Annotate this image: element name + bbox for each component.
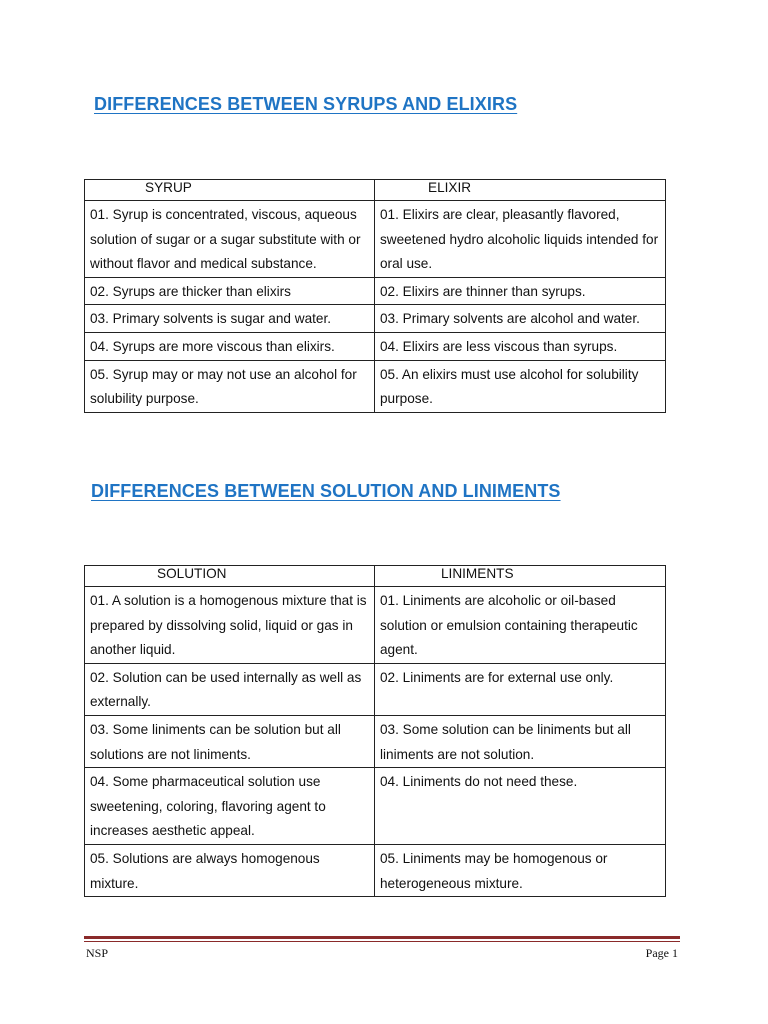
footer-divider — [84, 936, 680, 939]
table-cell: 03. Some liniments can be solution but all solutions are not liniments. — [85, 715, 375, 767]
table-cell: 02. Syrups are thicker than elixirs — [85, 277, 375, 305]
table-cell: 05. Solutions are always homogenous mixture. — [85, 844, 375, 896]
table-cell: 02. Solution can be used internally as well as externally. — [85, 663, 375, 715]
table-cell: 01. Syrup is concentrated, viscous, aqueous solution of sugar or a sugar substitute with or without flavor and medical substance. — [85, 201, 375, 278]
table-cell: 01. A solution is a homogenous mixture that is prepared by dissolving solid, liquid or gas in another liquid. — [85, 587, 375, 664]
table-row — [85, 305, 666, 333]
table-row — [85, 768, 666, 845]
table-cell: 03. Some solution can be liniments but all liniments are not solution. — [375, 715, 666, 767]
table-row — [85, 715, 666, 767]
footer-divider-thin — [84, 941, 680, 942]
section-heading-solution-liniments: DIFFERENCES BETWEEN SOLUTION AND LINIMENTS — [91, 481, 561, 501]
footer-author: NSP — [86, 946, 109, 960]
table-cell: 01. Elixirs are clear, pleasantly flavored, sweetened hydro alcoholic liquids intended for oral use. — [375, 201, 666, 278]
table-cell: 04. Some pharmaceutical solution use sweetening, coloring, flavoring agent to increases aesthetic appeal. — [85, 768, 375, 845]
table-cell: 02. Liniments are for external use only. — [375, 663, 666, 715]
table-header-row — [85, 180, 666, 201]
table-row — [85, 332, 666, 360]
column-header-elixir: ELIXIR — [375, 180, 666, 201]
comparison-table-syrups-elixirs — [84, 179, 666, 413]
column-header-solution: SOLUTION — [85, 566, 375, 587]
table-cell: 04. Syrups are more viscous than elixirs. — [85, 332, 375, 360]
column-header-syrup: SYRUP — [85, 180, 375, 201]
column-header-liniments: LINIMENTS — [375, 566, 666, 587]
table-row — [85, 277, 666, 305]
table-row — [85, 844, 666, 896]
table-cell: 05. Syrup may or may not use an alcohol for solubility purpose. — [85, 360, 375, 412]
table-cell: 03. Primary solvents are alcohol and water. — [375, 305, 666, 333]
table-cell: 05. An elixirs must use alcohol for solubility purpose. — [375, 360, 666, 412]
comparison-table-solution-liniments — [84, 565, 666, 897]
table-row — [85, 360, 666, 412]
section-heading-syrups-elixirs: DIFFERENCES BETWEEN SYRUPS AND ELIXIRS — [94, 94, 518, 114]
table-row — [85, 587, 666, 664]
table-header-row — [85, 566, 666, 587]
table-cell: 01. Liniments are alcoholic or oil-based solution or emulsion containing therapeutic agent. — [375, 587, 666, 664]
table-row — [85, 201, 666, 278]
table-row — [85, 663, 666, 715]
table-cell: 04. Elixirs are less viscous than syrups. — [375, 332, 666, 360]
footer-page-number: Page 1 — [645, 946, 678, 960]
table-cell: 05. Liniments may be homogenous or heterogeneous mixture. — [375, 844, 666, 896]
table-cell: 03. Primary solvents is sugar and water. — [85, 305, 375, 333]
table-cell: 02. Elixirs are thinner than syrups. — [375, 277, 666, 305]
table-cell: 04. Liniments do not need these. — [375, 768, 666, 845]
